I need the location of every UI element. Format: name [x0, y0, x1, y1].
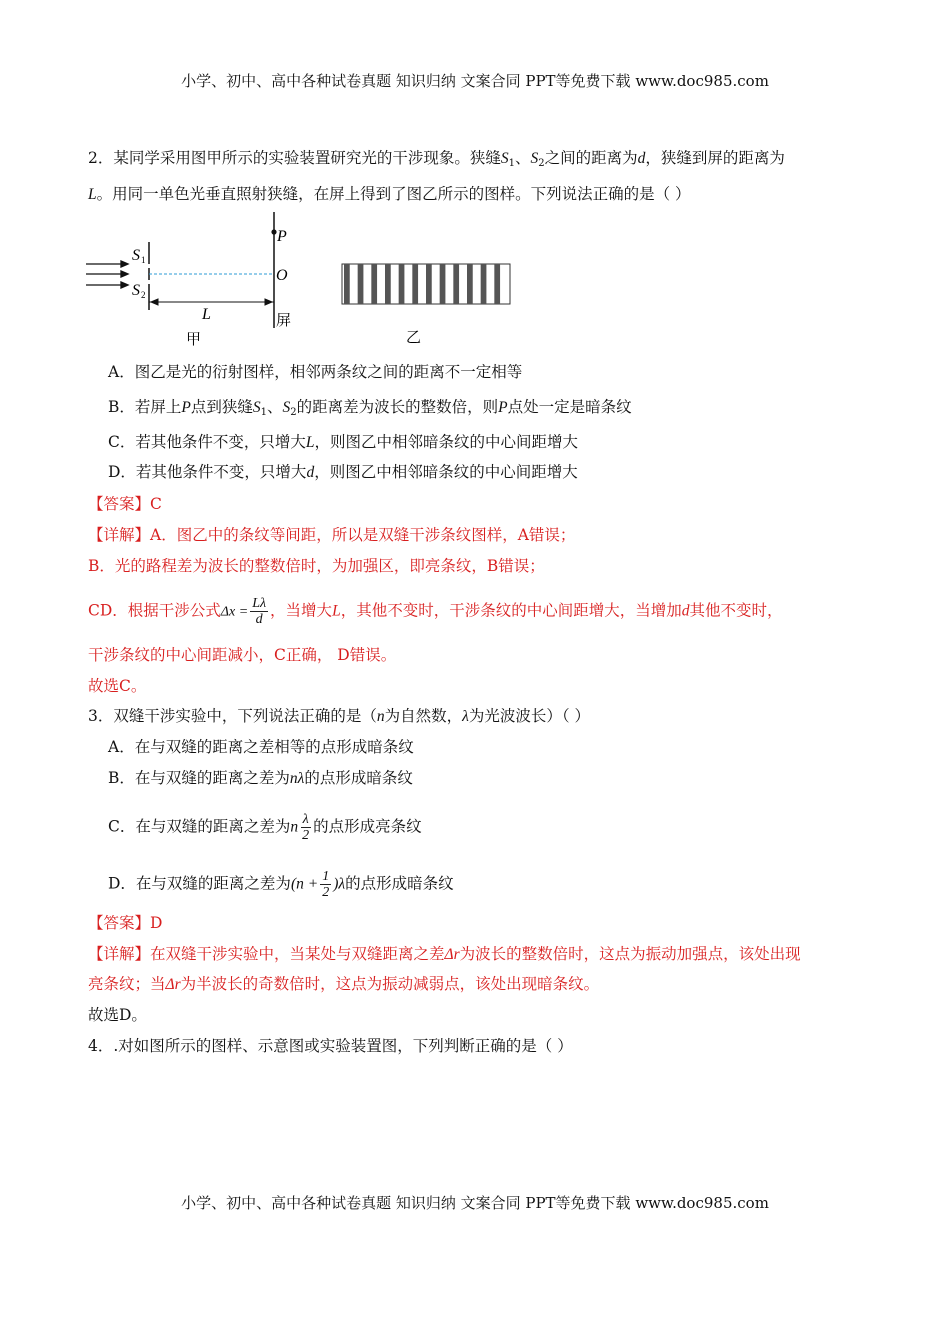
arrow-right-icon	[265, 299, 272, 305]
arrow-head-icon	[121, 282, 128, 288]
q2-option-a: A．图乙是光的衍射图样，相邻两条纹之间的距离不一定相等	[108, 363, 523, 381]
dark-fringe	[385, 264, 391, 304]
q4-stem: 4．.对如图所示的图样、示意图或实验装置图，下列判断正确的是（ ）	[88, 1037, 573, 1055]
label-S1-sub: 1	[141, 255, 146, 265]
q3-stem: 3．双缝干涉实验中，下列说法正确的是（n为自然数，λ为光波波长）（ ）	[88, 707, 591, 725]
q2-detail-line4: 干涉条纹的中心间距减小，C正确， D错误。	[88, 646, 397, 664]
caption-yi: 乙	[406, 328, 422, 346]
q2-detail-line2: B．光的路程差为波长的整数倍时，为加强区，即亮条纹，B错误；	[88, 557, 545, 575]
q3-detail-line1: 【详解】在双缝干涉实验中，当某处与双缝距离之差Δr为波长的整数倍时，这点为振动加强点，该处出现	[88, 945, 801, 963]
dark-fringe	[440, 264, 446, 304]
figure-jia-apparatus	[84, 212, 314, 352]
q3-option-b: B．在与双缝的距离之差为nλ的点形成暗条纹	[108, 769, 413, 787]
q2-detail-line3: CD．根据干涉公式Δx = $\frac{L\lambda}{d}$ ，当增大L，其他不变时，干涉条纹的中心间距增大，当增加d其他不变时，	[88, 596, 783, 627]
figure-yi-fringes	[340, 262, 520, 352]
q3-answer: 【答案】D	[88, 914, 163, 932]
dark-fringe	[453, 264, 459, 304]
q2-option-b: B．若屏上P点到狭缝$S_1$、$S_2$的距离差为波长的整数倍，则P点处一定是暗条纹	[108, 398, 632, 418]
arrow-left-icon	[151, 299, 158, 305]
dark-fringe	[426, 264, 432, 304]
q2-stem-line1: 2．某同学采用图甲所示的实验装置研究光的干涉现象。狭缝$S_1$、$S_2$之间的距离为d，狭缝到屏的距离为	[88, 149, 785, 169]
q3-option-a: A．在与双缝的距离之差相等的点形成暗条纹	[108, 738, 414, 756]
point-P-dot	[271, 229, 276, 234]
dark-fringe	[344, 264, 350, 304]
page-header: 小学、初中、高中各种试卷真题 知识归纳 文案合同 PPT等免费下载 www.doc985.com	[181, 72, 769, 90]
label-L: L	[202, 306, 211, 323]
q3-choose: 故选D。	[88, 1006, 147, 1024]
arrow-head-icon	[121, 261, 128, 267]
dark-fringe	[494, 264, 500, 304]
q2-stem-line2: L。用同一单色光垂直照射狭缝，在屏上得到了图乙所示的图样。下列说法正确的是（ ）	[88, 185, 691, 203]
dark-fringe	[358, 264, 364, 304]
label-O: O	[276, 267, 288, 284]
caption-jia: 甲	[186, 330, 202, 348]
label-screen: 屏	[276, 311, 292, 329]
q3-option-d: D．在与双缝的距离之差为(n + $\frac{1}{2}$ )λ的点形成暗条纹	[108, 869, 454, 900]
page-footer: 小学、初中、高中各种试卷真题 知识归纳 文案合同 PPT等免费下载 www.doc985.com	[181, 1194, 769, 1212]
option-c-fraction: $\frac{\lambda}{2}$	[302, 812, 310, 843]
dark-fringe	[481, 264, 487, 304]
formula-fraction: $\frac{L\lambda}{d}$	[252, 596, 267, 627]
label-S2: S	[132, 282, 140, 299]
label-S2-sub: 2	[141, 290, 146, 300]
q2-choose: 故选C。	[88, 677, 147, 695]
q2-detail-line1: 【详解】A．图乙中的条纹等间距，所以是双缝干涉条纹图样，A错误；	[88, 526, 576, 544]
q3-option-c: C．在与双缝的距离之差为n $\frac{\lambda}{2}$ 的点形成亮条纹	[108, 812, 422, 843]
label-S1: S	[132, 247, 140, 264]
arrow-head-icon	[121, 271, 128, 277]
dark-fringe	[467, 264, 473, 304]
dark-fringe	[371, 264, 377, 304]
dark-fringe	[412, 264, 418, 304]
q2-option-c: C．若其他条件不变，只增大L，则图乙中相邻暗条纹的中心间距增大	[108, 433, 579, 451]
q2-option-d: D．若其他条件不变，只增大d，则图乙中相邻暗条纹的中心间距增大	[108, 463, 578, 481]
dark-fringe	[399, 264, 405, 304]
label-P: P	[277, 228, 287, 245]
option-d-fraction: $\frac{1}{2}$	[322, 869, 330, 900]
q2-answer: 【答案】C	[88, 495, 162, 513]
q3-detail-line2: 亮条纹；当Δr为半波长的奇数倍时，这点为振动减弱点，该处出现暗条纹。	[88, 975, 600, 993]
